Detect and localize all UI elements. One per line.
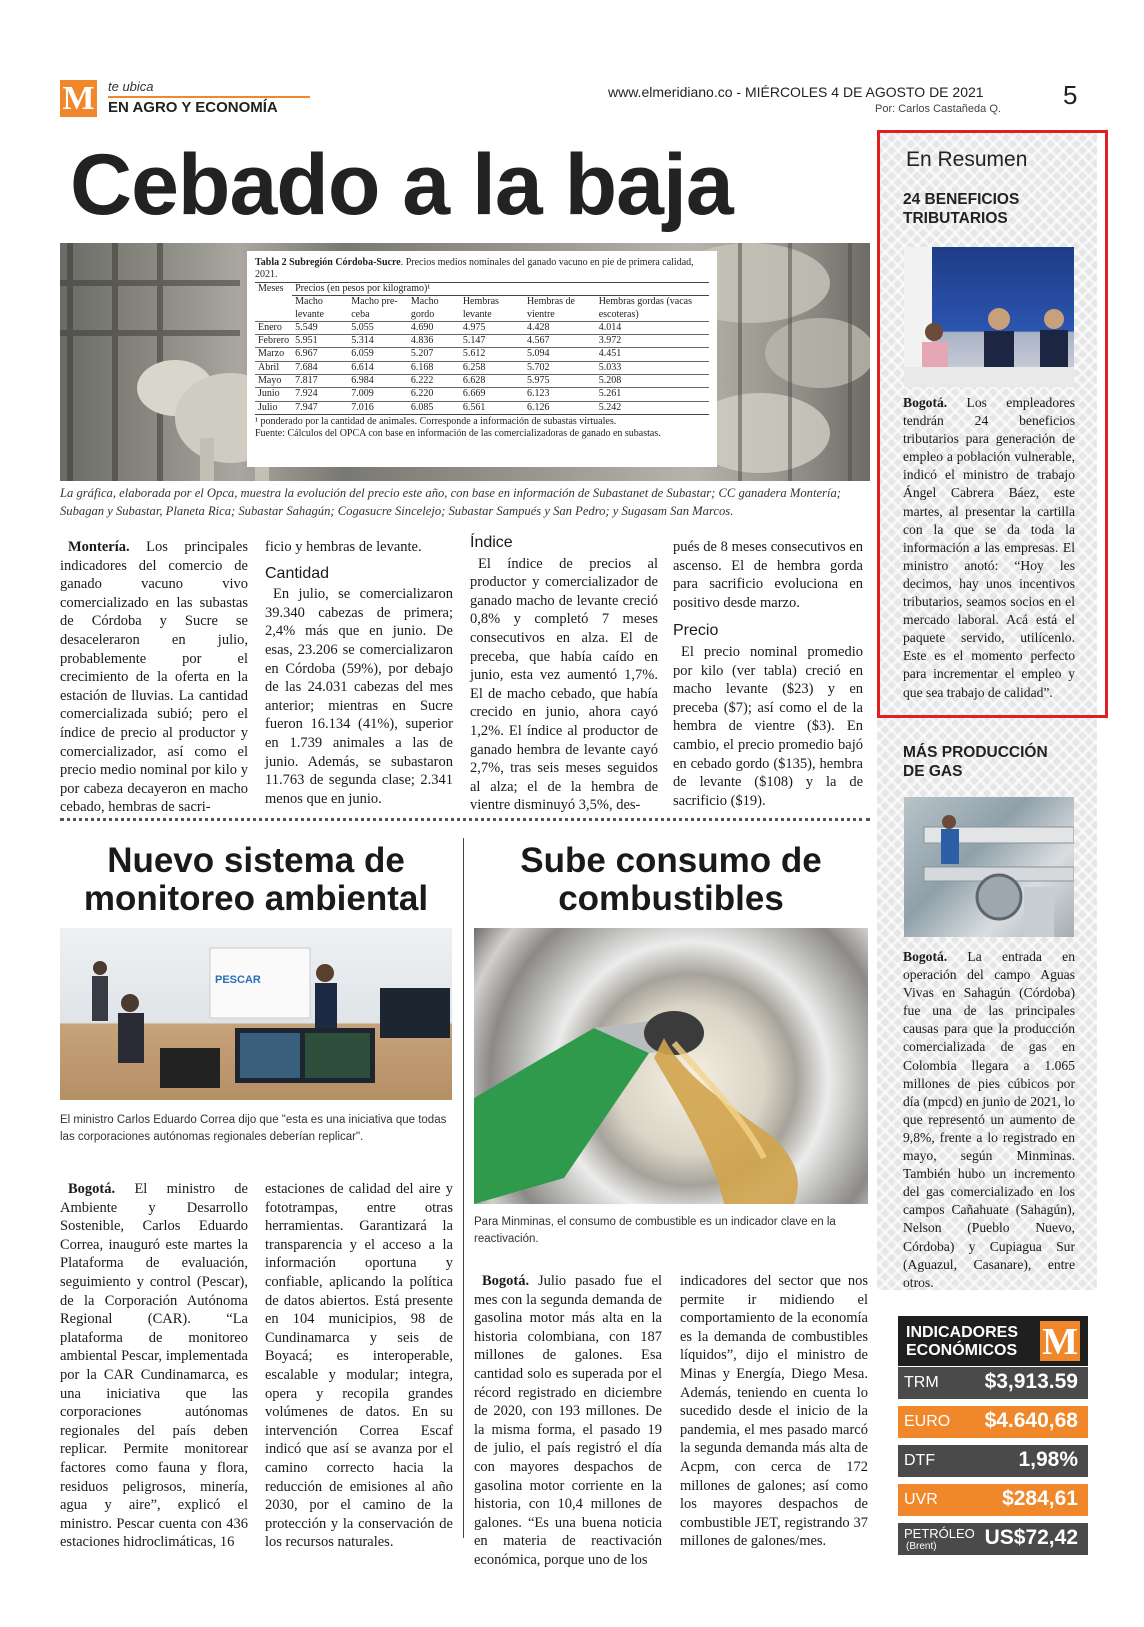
table-cell-value: 5.975 bbox=[524, 375, 596, 388]
section-tagline: te ubica bbox=[108, 79, 154, 94]
table-col-header: Macho levante bbox=[295, 296, 324, 320]
indicators-logo: M bbox=[1040, 1321, 1080, 1361]
table-col-header: Hembras de vientre bbox=[526, 296, 575, 320]
table-row bbox=[255, 375, 709, 388]
table-cell-month: Marzo bbox=[255, 348, 292, 361]
indicator-value: $3,913.59 bbox=[984, 1370, 1078, 1393]
sidebar-title: En Resumen bbox=[906, 148, 1028, 171]
sidebar-item2-headline: MÁS PRODUCCIÓN DE GAS bbox=[903, 744, 1048, 780]
table-col-header: Macho pre-ceba bbox=[351, 296, 398, 320]
table-cell-month: Mayo bbox=[255, 375, 292, 388]
sidebar-item1-headline: 24 BENEFICIOS TRIBUTARIOS bbox=[903, 191, 1020, 227]
table-cell-value: 6.123 bbox=[524, 388, 596, 401]
table-cell-value: 5.612 bbox=[460, 348, 524, 361]
indicator-label: EURO bbox=[904, 1413, 951, 1430]
table-cell-value: 4.836 bbox=[408, 335, 460, 348]
table-row bbox=[255, 401, 709, 414]
page-number: 5 bbox=[1063, 80, 1078, 110]
table-cell-value: 5.055 bbox=[348, 321, 408, 334]
indicator-value: US$72,42 bbox=[984, 1526, 1078, 1549]
fuel-nozzle-illustration bbox=[474, 928, 868, 1204]
table-cell-value: 7.009 bbox=[348, 388, 408, 401]
table-col-headers bbox=[255, 296, 709, 322]
table-title: Tabla 2 Subregión Córdoba-Sucre. Precios medios nominales del ganado vacuno en pie de primera calidad, 2021. bbox=[255, 257, 694, 280]
table-cell-value: 7.947 bbox=[292, 401, 348, 414]
indicator-label: TRM bbox=[904, 1374, 939, 1391]
story2-headline: Nuevo sistema de monitoreo ambiental bbox=[83, 841, 429, 918]
table-cell-value: 5.033 bbox=[596, 361, 709, 374]
site-date: www.elmeridiano.co - MIÉRCOLES 4 DE AGOSTO DE 2021 bbox=[608, 84, 984, 100]
indicator-row bbox=[898, 1367, 1088, 1399]
table-cell-month: Enero bbox=[255, 321, 292, 334]
story2-col-1: Bogotá. El ministro de Ambiente y Desarrollo Sostenible, Carlos Eduardo Correa, inauguró este martes la Plataforma de evaluación, seguimiento y control (Pescar), de la Corporación Autónoma Regional (CAR). “La plataforma de monitoreo ambiental Pescar, implementada por la CAR Cundinamarca, es una iniciativa que las corporaciones autónomas regionales del país deben replicar. Permite monitorear factores como fauna y flora, residuos peligrosos, minería, agua y aire”, explicó el ministro. Pescar cuenta con 436 estaciones hidroclimáticas, 16 bbox=[60, 1181, 248, 1551]
main-col-3: Índice El índice de precios al productor y comercializador de ganado macho de levante creció 0,8% y completó 7 meses consecutivos en alza. El de preceba, que había caído en junio, esta vez aumentó 1,7%. El de macho cebado, que había crecido en junio, ahora cayó 1,2%. El índice al productor de ganado hembra de levante cayó 2,7%, tras seis meses seguidos al alza; el de la hembra de vientre disminuyó 3,5%, des- bbox=[470, 534, 658, 814]
table-head-months: Meses bbox=[258, 283, 284, 294]
table-col-header: Macho gordo bbox=[410, 296, 439, 320]
indicator-label: DTF bbox=[904, 1452, 936, 1469]
indicator-value: 1,98% bbox=[1018, 1448, 1078, 1471]
section-title: EN AGRO Y ECONOMÍA bbox=[108, 99, 278, 116]
table-cell-value: 5.314 bbox=[348, 335, 408, 348]
sidebar-item1-photo bbox=[904, 247, 1074, 387]
table-cell-value: 6.168 bbox=[408, 361, 460, 374]
office-illustration bbox=[60, 928, 452, 1100]
table-row bbox=[255, 348, 709, 361]
table-cell-value: 7.684 bbox=[292, 361, 348, 374]
table-row bbox=[255, 321, 709, 334]
table-cell-value: 5.242 bbox=[596, 401, 709, 414]
sidebar-item1-text: Bogotá. Los empleadores tendrán 24 beneficios tributarios para generación de empleo a población vulnerable, indicó el ministro de trabajo Ángel Cabrera Báez, este martes, al presentar la cartilla con la que se da toda la información a las empresas. El ministro anotó: “Hoy les decimos, hay unos incentivos tributarios, seamos socios en el mercado laboral. Acá está el paquete servido, utilícenlo. Este es el momento perfecto para incrementar el empleo y que sea trabajo de calidad”. bbox=[903, 395, 1075, 700]
ministers-illustration bbox=[904, 247, 1074, 387]
table-source: Fuente: Cálculos del OPCA con base en información de las comercializadoras de ganado en subastas. bbox=[255, 427, 661, 439]
table-cell-month: Julio bbox=[255, 401, 292, 414]
table-cell-value: 5.702 bbox=[524, 361, 596, 374]
table-row bbox=[255, 388, 709, 401]
table-cell-value: 6.258 bbox=[460, 361, 524, 374]
table-cell-value: 4.975 bbox=[460, 321, 524, 334]
indicator-value: $284,61 bbox=[1002, 1487, 1078, 1510]
main-headline: Cebado a la baja bbox=[70, 137, 733, 233]
story3-headline: Sube consumo de combustibles bbox=[520, 841, 822, 918]
table-footnote: ¹ ponderado por la cantidad de animales. Corresponde a información de subastas virtuales. bbox=[255, 415, 617, 427]
story2-caption: El ministro Carlos Eduardo Correa dijo que "esta es una iniciativa que todas las corporaciones autónomas regionales deberían replicar". bbox=[60, 1114, 447, 1143]
table-cell-value: 5.207 bbox=[408, 348, 460, 361]
table-cell-value: 4.567 bbox=[524, 335, 596, 348]
indicator-row bbox=[898, 1484, 1088, 1516]
table-cell-value: 4.451 bbox=[596, 348, 709, 361]
table-cell-value: 6.222 bbox=[408, 375, 460, 388]
indicator-sublabel: (Brent) bbox=[906, 1541, 937, 1552]
table-cell-value: 5.147 bbox=[460, 335, 524, 348]
section-divider bbox=[60, 818, 870, 821]
table-cell-value: 4.014 bbox=[596, 321, 709, 334]
table-cell-value: 5.549 bbox=[292, 321, 348, 334]
table-cell-value: 6.220 bbox=[408, 388, 460, 401]
main-col-2: ficio y hembras de levante. Cantidad En julio, se comercializaron 39.340 cabezas de primera; 2,4% más que en junio. De esas, 23.206 se comercializaron en Córdoba (59%), por debajo de las 24.031 cabezas del mes anterior; mientras en Sucre fueron 16.134 (41%), superior en 1.739 animales a las de junio. Además, se subastaron 11.763 de segunda clase; 2.341 menos que en junio. bbox=[265, 539, 453, 807]
table-cell-value: 6.059 bbox=[348, 348, 408, 361]
gas-plant-illustration bbox=[904, 797, 1074, 937]
indicators-title: INDICADORES ECONÓMICOS bbox=[906, 1324, 1019, 1359]
table-cell-month: Abril bbox=[255, 361, 292, 374]
sidebar-item2-photo bbox=[904, 797, 1074, 937]
photo-caption: La gráfica, elaborada por el Opca, muestra la evolución del precio este año, con base en información de Subastanet de Subastar; CC ganadera Montería; Subagan y Subastar, Planeta Rica; Subastar Sahagún; Cogasucre Sincelejo; Subastar Sampués y San Pedro; y Sugasam San Marcos. bbox=[60, 486, 841, 518]
table-cell-value: 4.690 bbox=[408, 321, 460, 334]
byline: Por: Carlos Castañeda Q. bbox=[875, 103, 1001, 115]
table-cell-value: 7.016 bbox=[348, 401, 408, 414]
pescar-sign: PESCAR bbox=[215, 974, 261, 986]
story3-col-1: Bogotá. Julio pasado fue el mes con la segunda demanda de gasolina motor más alta en la historia colombiana, con 187 millones de galones. Esa cantidad solo es superada por el récord registrado en diciembre de 2020, con 193 millones. De la misma forma, el pasado 19 de julio, el país registró el día con mayores despachos de gasolina motor corriente en la historia, con 10,4 millones de galones. “Es una buena noticia en materia de reactivación económica, porque uno de los bbox=[474, 1273, 662, 1568]
table-col-header: Hembras levante bbox=[462, 296, 499, 320]
indicator-label: PETRÓLEO bbox=[904, 1526, 975, 1541]
table-row bbox=[255, 361, 709, 374]
logo-mark: M bbox=[60, 80, 97, 117]
table-cell-value: 4.428 bbox=[524, 321, 596, 334]
table-cell-value: 6.628 bbox=[460, 375, 524, 388]
indicator-label: UVR bbox=[904, 1491, 938, 1508]
table-cell-value: 5.261 bbox=[596, 388, 709, 401]
table-cell-value: 7.817 bbox=[292, 375, 348, 388]
table-cell-value: 3.972 bbox=[596, 335, 709, 348]
subhead-precio: Precio bbox=[673, 622, 719, 640]
table-cell-value: 6.561 bbox=[460, 401, 524, 414]
indicators-header bbox=[898, 1316, 1088, 1366]
section-rule bbox=[108, 96, 310, 98]
main-col-1: Montería. Los principales indicadores del comercio de ganado vacuno vivo comercializado en las subastas de Córdoba y Sucre se desaceleraron en julio, probablemente por el crecimiento de la oferta en la estación de lluvias. La cantidad comercializada subió; pero el índice de precio al productor y comercializador, así como el precio medio nominal por kilo y por cabeza decayeron en macho cebado, hembras de sacri- bbox=[60, 539, 248, 816]
table-cell-value: 6.984 bbox=[348, 375, 408, 388]
indicator-value: $4.640,68 bbox=[984, 1409, 1078, 1432]
main-col-4: pués de 8 meses consecutivos en ascenso. El de hembra gorda para sacrificio evolucionа en positivo desde marzo. Precio El precio nominal promedio por kilo (ver tabla) creció en macho levante ($23) y en preceba ($7); así como el de la hembra de vientre ($3). En cambio, el precio promedio bajó en cebado gordo ($135), hembra de levante ($108) y la de sacrificio ($19). bbox=[673, 539, 863, 809]
table-cell-value: 6.085 bbox=[408, 401, 460, 414]
table-col-header: Hembras gordas (vacas escoteras) bbox=[598, 296, 692, 320]
indicator-row bbox=[898, 1445, 1088, 1477]
subhead-cantidad: Cantidad bbox=[265, 564, 330, 582]
table-cell-value: 6.967 bbox=[292, 348, 348, 361]
table-head-group: Precios (en pesos por kilogramo)¹ bbox=[292, 283, 709, 296]
story3-photo bbox=[474, 928, 868, 1204]
table-cell-month: Febrero bbox=[255, 335, 292, 348]
indicator-row bbox=[898, 1406, 1088, 1438]
table-row bbox=[255, 335, 709, 348]
column-divider bbox=[463, 838, 464, 1538]
price-table bbox=[255, 282, 709, 415]
sidebar-item2-text: Bogotá. La entrada en operación del campo Aguas Vivas en Sahagún (Córdoba) fue una de las principales causas para que la producción comercializada de gas en Colombia llegara a 1.065 millones de pies cúbicos por día (mpcd) en junio de 2021, lo que representó un aumento de 9,8%, frente a lo registrado en mayo, según Minminas. También hubo un incremento del gas comercializado en los campos Cañahuate (Sahagún), Nelson (Pueblo Nuevo, Córdoba) y Cupiagua Sur (Aguazul, Casanare), entre otros. bbox=[903, 949, 1075, 1290]
table-cell-value: 7.924 bbox=[292, 388, 348, 401]
story3-col-2: indicadores del sector que nos permite ir midiendo el comportamiento de la economía es la demanda de combustibles líquidos”, dijo el ministro de Minas y Energía, Diego Mesa. Además, teniendo en cuenta lo sucedido desde el inicio de la pandemia, el mes pasado marcó la segunda demanda más alta de Acpm, con cerca de 172 millones de galones; así como los mayores despachos de combustible JET, registrando 37 millones de galones/mes. bbox=[680, 1273, 868, 1550]
table-cell-month: Junio bbox=[255, 388, 292, 401]
story3-caption: Para Minminas, el consumo de combustible es un indicador clave en la reactivación. bbox=[474, 1216, 836, 1245]
indicator-row bbox=[898, 1523, 1088, 1555]
table-cell-value: 5.208 bbox=[596, 375, 709, 388]
story2-col-2: estaciones de calidad del aire y fototrampas, entre otras herramientas. Garantizará la transparencia y el acceso a la información oportuna y confiable, aplicando la política de datos abiertos. Está presente en 104 municipios, 98 de Cundinamarca y seis de Boyacá; es interoperable, escalable y modular; integra, opera y recopila grandes volúmenes de datos. En su intervención Correa Escaf indicó que así se avanza por el camino correcto hacia la reducción de emisiones al año 2030, por el camino de la protección y la conservación de los recursos naturales. bbox=[265, 1181, 453, 1551]
price-table-card bbox=[247, 251, 717, 467]
story2-photo bbox=[60, 928, 452, 1100]
table-cell-value: 6.126 bbox=[524, 401, 596, 414]
table-cell-value: 5.094 bbox=[524, 348, 596, 361]
table-cell-value: 5.951 bbox=[292, 335, 348, 348]
table-cell-value: 6.614 bbox=[348, 361, 408, 374]
subhead-indice: Índice bbox=[470, 534, 513, 551]
table-cell-value: 6.669 bbox=[460, 388, 524, 401]
